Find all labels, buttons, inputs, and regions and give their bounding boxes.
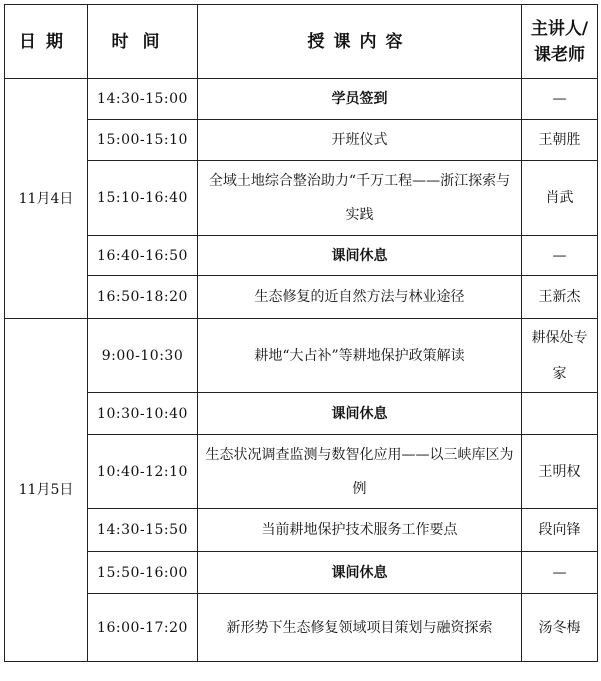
time-cell: 15:00-15:10: [88, 120, 198, 161]
speaker-cell: 肖武: [522, 161, 598, 236]
speaker-cell: 耕保处专家: [522, 319, 598, 393]
content-cell: 生态状况调查监测与数智化应用——以三峡库区为例: [198, 435, 522, 509]
content-cell: 新形势下生态修复领域项目策划与融资探索: [198, 594, 522, 662]
speaker-cell: 王明权: [522, 435, 598, 509]
content-cell: 生态修复的近自然方法与林业途径: [198, 276, 522, 319]
time-cell: 16:00-17:20: [88, 594, 198, 662]
header-speaker: [522, 5, 598, 79]
content-cell: 课间休息: [198, 393, 522, 435]
header-speaker-line1: 主讲人/: [530, 18, 589, 39]
header-content: 授课内容: [198, 5, 522, 79]
content-cell: 开班仪式: [198, 120, 522, 161]
time-cell: 14:30-15:00: [88, 79, 198, 120]
time-cell: 9:00-10:30: [88, 319, 198, 393]
table-row: [5, 236, 598, 276]
time-cell: 10:40-12:10: [88, 435, 198, 509]
content-cell: 课间休息: [198, 236, 522, 276]
table-row: [5, 509, 598, 552]
speaker-cell: —: [522, 236, 598, 276]
header-date: 日期: [5, 5, 88, 79]
table-row: [5, 552, 598, 594]
date-cell: 11月5日: [5, 319, 88, 662]
time-cell: 16:40-16:50: [88, 236, 198, 276]
speaker-cell: 王朝胜: [522, 120, 598, 161]
speaker-cell: 汤冬梅: [522, 594, 598, 662]
date-cell: 11月4日: [5, 79, 88, 319]
speaker-cell: —: [522, 552, 598, 594]
time-cell: 16:50-18:20: [88, 276, 198, 319]
table-row: [5, 594, 598, 662]
header-time: 时间: [88, 5, 198, 79]
time-cell: 14:30-15:50: [88, 509, 198, 552]
header-row: [5, 5, 598, 79]
content-cell: 全域土地综合整治助力“千万工程——浙江探索与实践: [198, 161, 522, 236]
table-row: [5, 79, 598, 120]
speaker-cell: 段向锋: [522, 509, 598, 552]
table-row: [5, 393, 598, 435]
table-row: [5, 319, 598, 393]
table-row: [5, 161, 598, 236]
speaker-cell: [522, 393, 598, 435]
time-cell: 10:30-10:40: [88, 393, 198, 435]
content-cell: 学员签到: [198, 79, 522, 120]
table-row: [5, 276, 598, 319]
time-cell: 15:10-16:40: [88, 161, 198, 236]
table-row: [5, 120, 598, 161]
table-row: [5, 435, 598, 509]
speaker-cell: —: [522, 79, 598, 120]
speaker-cell: 王新杰: [522, 276, 598, 319]
training-schedule-table: [4, 4, 598, 662]
content-cell: 当前耕地保护技术服务工作要点: [198, 509, 522, 552]
content-cell: 课间休息: [198, 552, 522, 594]
header-speaker-line2: 课老师: [534, 44, 585, 65]
content-cell: 耕地“大占补”等耕地保护政策解读: [198, 319, 522, 393]
time-cell: 15:50-16:00: [88, 552, 198, 594]
